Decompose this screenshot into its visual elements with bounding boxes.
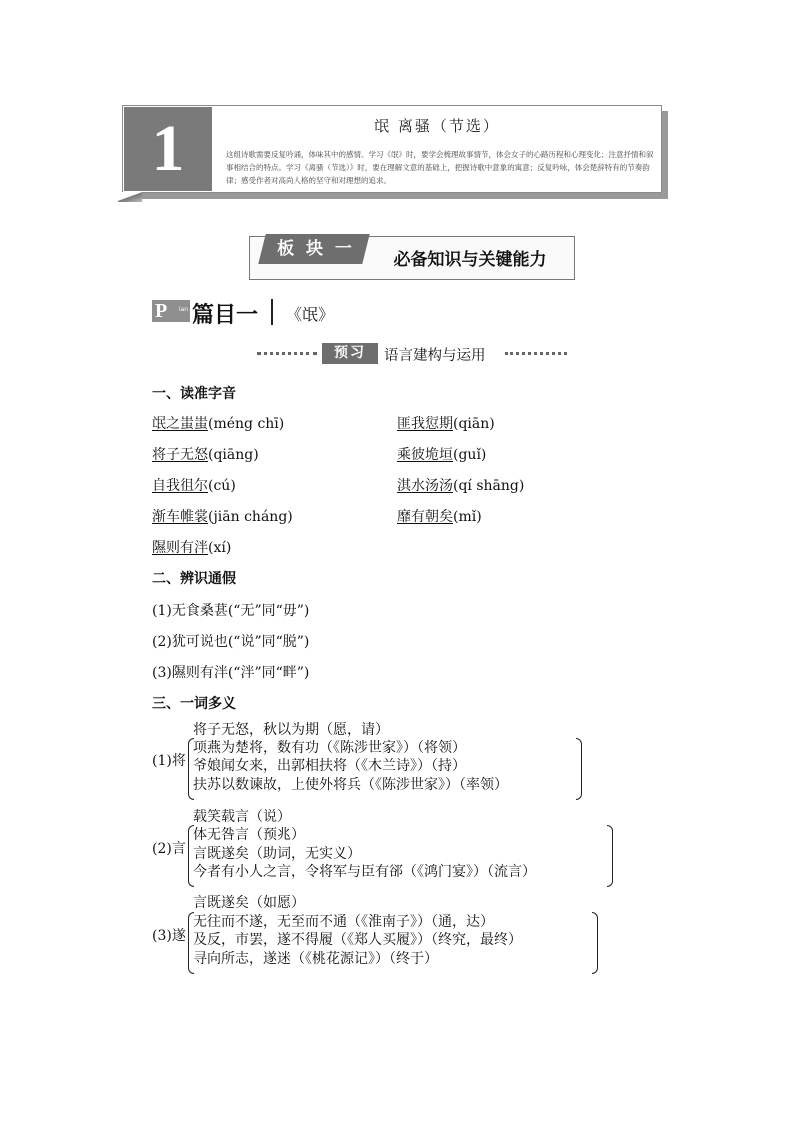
part-title: 《氓》 <box>286 305 335 324</box>
word: 氓之蚩蚩 <box>152 416 208 432</box>
tongjia-item: (1)无食桑葚(“无”同“毋”) <box>152 603 310 619</box>
section-banner-title: 必备知识与关键能力 <box>393 250 547 270</box>
part-logo-icon <box>152 300 190 322</box>
pinyin: (qiāng) <box>208 447 259 463</box>
polysemy-line: 项燕为楚将，数有功（《陈涉世家》）（将领） <box>193 740 466 756</box>
word: 自我徂尔 <box>152 478 208 494</box>
word: 淇水汤汤 <box>397 478 453 494</box>
polysemy-line: 扶苏以数谏故，上使外将兵（《陈涉世家》）（率领） <box>193 777 508 793</box>
part-label: 篇目一 <box>192 302 259 328</box>
pinyin: (xí) <box>208 540 232 556</box>
part-divider <box>271 299 273 325</box>
pinyin: (jiān cháng) <box>208 509 293 525</box>
word: 乘彼垝垣 <box>397 447 453 463</box>
word: 匪我愆期 <box>397 416 453 432</box>
pronunciation-item <box>152 444 259 464</box>
polysemy-label: (2)言 <box>152 841 186 857</box>
polysemy-label: (3)遂 <box>152 928 186 944</box>
polysemy-line: 爷娘闻女来，出郭相扶将（《木兰诗》）（持） <box>193 758 466 774</box>
polysemy-line: 载笑载言（说） <box>193 809 291 825</box>
polysemy-line: 寻向所志，遂迷（《桃花源记》）（终于） <box>193 951 438 967</box>
pinyin: (qí shāng) <box>453 478 525 494</box>
polysemy-line: 及反，市罢，遂不得履（《郑人买履》）（终究，最终） <box>193 932 522 948</box>
lesson-title: 氓 离骚（节选） <box>374 117 500 135</box>
word: 将子无怒 <box>152 447 208 463</box>
pronunciation-item <box>152 506 293 526</box>
pronunciation-item <box>152 475 236 495</box>
pronunciation-item <box>397 413 495 433</box>
pinyin: (méng chī) <box>208 416 285 432</box>
word: 靡有朝矣 <box>397 509 453 525</box>
pronunciation-item <box>397 444 486 464</box>
polysemy-line: 无往而不遂，无至而不通（《淮南子》）（通，达） <box>193 914 494 930</box>
pronunciation-item <box>152 537 231 557</box>
pronunciation-item <box>152 413 284 433</box>
pronunciation-item <box>397 506 482 526</box>
polysemy-line: 今者有小人之言，令将军与臣有郤（《鸿门宴》）（流言） <box>193 864 536 880</box>
tongjia-item: (2)犹可说也(“说”同“脱”) <box>152 634 310 650</box>
pinyin: (mǐ) <box>453 509 482 525</box>
pinyin: (guǐ) <box>453 447 487 463</box>
lesson-number: 1 <box>124 107 212 191</box>
word: 渐车帷裳 <box>152 509 208 525</box>
right-brace <box>576 738 582 800</box>
polysemy-label: (1)将 <box>152 753 186 769</box>
pinyin: (cú) <box>208 478 236 494</box>
section-banner-label: 板 块 一 <box>277 239 355 259</box>
dotted-rule-right <box>505 352 567 355</box>
lesson-description: 这组诗歌需要反复吟诵，体味其中的感情。学习《氓》时，要学会梳理故事情节，体会女子的心路历程和心理变化；注意抒情和叙事相结合的特点。学习《离骚（节选）》时，要在理解文意的基础上，把握诗歌中意象的寓意；反复吟咏，体会楚辞特有的节奏韵律；感受作者对高尚人格的坚守和对理想的追求。 <box>226 150 654 185</box>
right-brace <box>607 825 613 887</box>
polysemy-line: 体无咎言（预兆） <box>193 827 305 843</box>
word: 隰则有泮 <box>152 540 208 556</box>
part-logo-small: ian <box>178 306 188 313</box>
pinyin: (qiān) <box>453 416 495 432</box>
polysemy-line: 言既遂矣（助词，无实义） <box>193 846 361 862</box>
pronunciation-item <box>397 475 524 495</box>
tongjia-item: (3)隰则有泮(“泮”同“畔”) <box>152 665 310 681</box>
dotted-rule-left <box>257 352 317 355</box>
right-brace <box>592 912 598 974</box>
polysemy-line: 将子无怒，秋以为期（愿，请） <box>193 722 389 738</box>
section-heading-pronunciation: 一、读准字音 <box>152 386 236 402</box>
page-curl-icon <box>118 192 142 202</box>
part-logo-letter: P <box>155 300 168 322</box>
polysemy-line: 言既遂矣（如愿） <box>193 895 305 911</box>
preview-badge: 预习 <box>322 343 378 364</box>
preview-subtitle: 语言建构与运用 <box>384 348 486 364</box>
section-heading-polysemy: 三、一词多义 <box>152 696 236 712</box>
section-heading-tongjia: 二、辨识通假 <box>152 571 236 587</box>
